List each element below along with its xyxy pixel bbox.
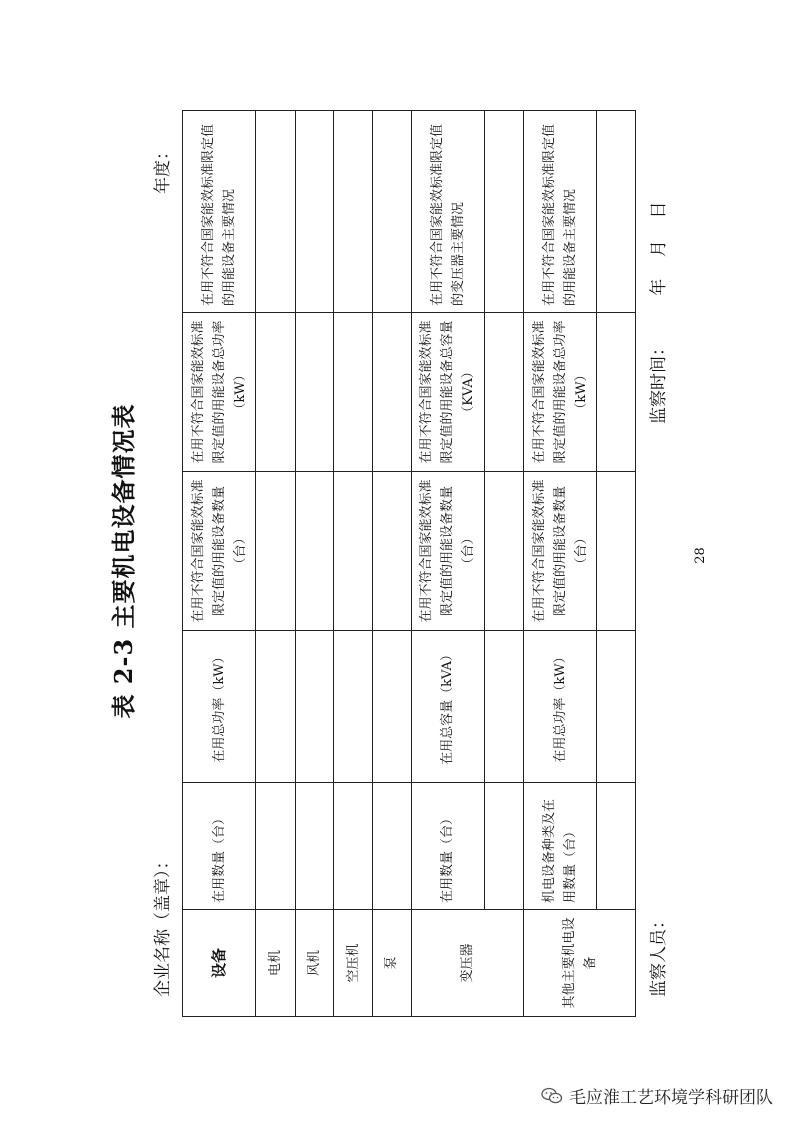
transformer-noncompliant-capacity-header: 在用不符合国家能效标准限定值的用能设备总容量（KVA） (411, 313, 484, 472)
equipment-table (182, 110, 636, 1017)
other-types-qty-header: 机电设备种类及在用数量（台） (524, 783, 597, 910)
table-cell (295, 472, 334, 631)
table-row (295, 111, 334, 1017)
other-total-power-header: 在用总功率（kW） (524, 631, 597, 783)
table-title: 表 2-3 主要机电设备情况表 (109, 403, 138, 719)
wechat-icon (541, 1087, 563, 1105)
table-cell (597, 783, 636, 910)
table-row (334, 111, 373, 1017)
inspection-time-label: 监察时间： 年 月 日 (649, 201, 669, 424)
table-cell (256, 472, 296, 631)
total-power-header: 在用总功率（kW） (183, 631, 256, 783)
transformer-capacity-header: 在用总容量（kVA） (411, 631, 484, 783)
table-cell (597, 631, 636, 783)
table-cell (372, 472, 411, 631)
table-cell (597, 111, 636, 313)
table-cell (484, 783, 524, 910)
row-label-motor: 电机 (256, 910, 296, 1017)
table-cell (334, 472, 373, 631)
table-cell (372, 313, 411, 472)
watermark (541, 1083, 773, 1108)
table-row (256, 111, 296, 1017)
row-label-transformer: 变压器 (411, 910, 524, 1017)
table-row (484, 111, 524, 1017)
row-label-pump: 泵 (372, 910, 411, 1017)
transformer-qty-header: 在用数量（台） (411, 783, 484, 910)
transformer-noncompliant-qty-header: 在用不符合国家能效标准限定值的用能设备数量（台） (411, 472, 484, 631)
table-cell (334, 783, 373, 910)
table-cell (334, 313, 373, 472)
page-number: 28 (692, 547, 708, 564)
table-cell (256, 783, 296, 910)
equipment-header: 设备 (183, 910, 256, 1017)
transformer-noncompliant-status-header: 在用不符合国家能效标准限定值的变压器主要情况 (411, 111, 484, 313)
table-cell (334, 631, 373, 783)
table-cell (597, 472, 636, 631)
row-label-compressor: 空压机 (334, 910, 373, 1017)
table-cell (295, 111, 334, 313)
noncompliant-status-header: 在用不符合国家能效标准限定值的用能设备主要情况 (183, 111, 256, 313)
table-cell (256, 631, 296, 783)
table-row (372, 111, 411, 1017)
other-noncompliant-power-header: 在用不符合国家能效标准限定值的用能设备总功率（kW） (524, 313, 597, 472)
table-cell (372, 631, 411, 783)
table-row (597, 111, 636, 1017)
row-label-fan: 风机 (295, 910, 334, 1017)
table-cell (597, 313, 636, 472)
table-cell (295, 313, 334, 472)
inspector-label: 监察人员： (649, 912, 669, 997)
year-label: 年度： (153, 143, 173, 194)
table-cell (295, 783, 334, 910)
table-cell (295, 631, 334, 783)
other-equipment-header-row (524, 111, 597, 1017)
table-cell (484, 472, 524, 631)
transformer-header-row (411, 111, 484, 1017)
other-noncompliant-qty-header: 在用不符合国家能效标准限定值的用能设备数量（台） (524, 472, 597, 631)
table-cell (372, 783, 411, 910)
table-header-row (183, 111, 256, 1017)
table-cell (484, 111, 524, 313)
company-name-label: 企业名称（盖章）： (153, 852, 173, 997)
noncompliant-qty-header: 在用不符合国家能效标准限定值的用能设备数量（台） (183, 472, 256, 631)
table-cell (484, 631, 524, 783)
other-noncompliant-status-header: 在用不符合国家能效标准限定值的用能设备主要情况 (524, 111, 597, 313)
table-cell (484, 313, 524, 472)
watermark-text: 毛应淮工艺环境学科研团队 (569, 1088, 773, 1108)
noncompliant-power-header: 在用不符合国家能效标准限定值的用能设备总功率（kW） (183, 313, 256, 472)
table-cell (256, 111, 296, 313)
table-cell (256, 313, 296, 472)
qty-in-use-header: 在用数量（台） (183, 783, 256, 910)
table-cell (334, 111, 373, 313)
row-label-other-equipment: 其他主要机电设备 (524, 910, 636, 1017)
table-cell (372, 111, 411, 313)
